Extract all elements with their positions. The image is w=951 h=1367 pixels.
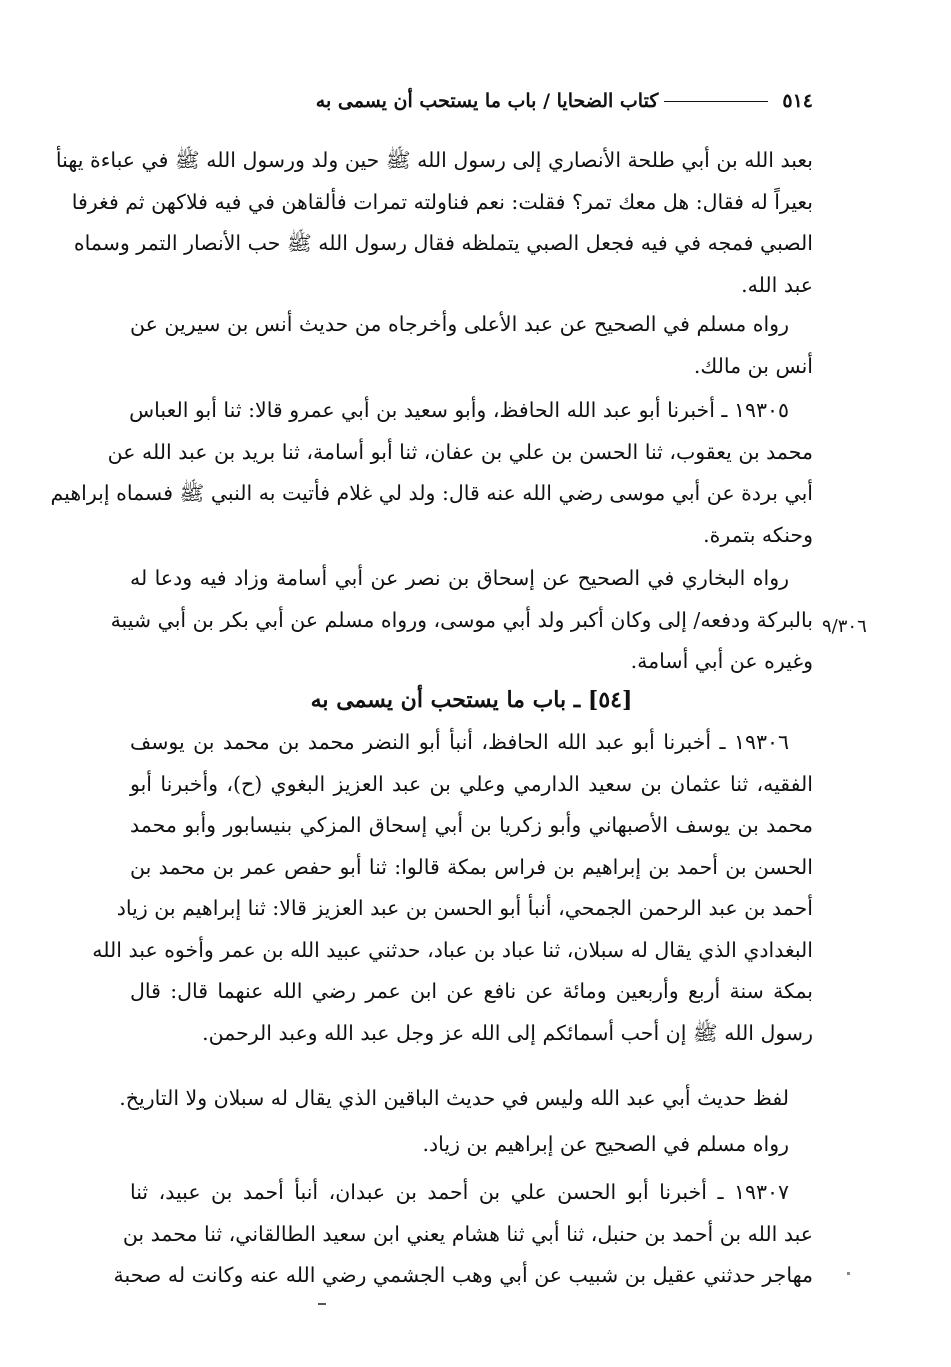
text-line: محمد بن يوسف الأصبهاني وأبو زكريا بن أبي إسحاق المزكي بنيسابور وأبو محمد: [130, 813, 813, 837]
margin-volume-page-note: ٩/٣٠٦: [822, 616, 867, 637]
text-line: وحنكه بتمرة.: [703, 522, 813, 547]
text-line: أبي بردة عن أبي موسى رضي الله عنه قال: ولد لي غلام فأتيت به النبي ﷺ فسماه إبراهيم: [50, 481, 813, 505]
paragraph-4: [110, 558, 813, 683]
hadith-19307: [113, 1172, 813, 1297]
paragraph-1: [55, 140, 813, 306]
text-line: عبد الله.: [741, 272, 813, 297]
text-line: بمكة سنة أربع وأربعين ومائة عن نافع عن ابن عمر رضي الله عنهما قال: قال: [130, 979, 813, 1003]
text-line: الفقيه، ثنا عثمان بن سعيد الدارمي وعلي بن عبد العزيز البغوي (ح)، وأخبرنا أبو: [130, 771, 813, 796]
running-header: [145, 86, 813, 116]
text-line: عبد الله بن أحمد بن حنبل، ثنا أبي ثنا هشام يعني ابن سعيد الطالقاني، ثنا محمد بن: [122, 1221, 813, 1246]
text-line: أنس بن مالك.: [693, 353, 813, 378]
paragraph-2: [130, 304, 813, 387]
text-line: أحمد بن عبد الرحمن الجمحي، أنبأ أبو الحسن بن عبد العزيز قالا: ثنا إبراهيم بن زياد: [116, 896, 813, 920]
text-line: الصبي فمجه في فيه فجعل الصبي يتملظه فقال رسول الله ﷺ حب الأنصار التمر وسماه: [73, 231, 813, 255]
text-line: رسول الله ﷺ إن أحب أسمائكم إلى الله عز وجل عبد الله وعبد الرحمن.: [202, 1020, 813, 1045]
section-heading: [٥٤] ـ باب ما يستحب أن يسمى به: [310, 687, 633, 713]
text-line: الحسن بن أحمد بن إبراهيم بن فراس بمكة قالوا: ثنا أبو حفص عمر بن محمد بن: [130, 854, 813, 879]
text-line: مهاجر حدثني عقيل بن شبيب عن أبي وهب الجشمي رضي الله عنه وكانت له صحبة: [113, 1263, 813, 1287]
hadith-19306: [92, 722, 813, 1054]
running-title: كتاب الضحايا / باب ما يستحب أن يسمى به: [315, 90, 659, 112]
text-line: وغيره عن أبي أسامة.: [630, 649, 813, 673]
text-line: رواه البخاري في الصحيح عن إسحاق بن نصر عن أبي أسامة وزاد فيه ودعا له: [130, 566, 789, 590]
header-rule: [664, 101, 768, 102]
scan-mark: [318, 1303, 326, 1305]
text-line: رواه مسلم في الصحيح عن عبد الأعلى وأخرجاه من حديث أنس بن سيرين عن: [130, 312, 789, 336]
text-line: البغدادي الذي يقال له سبلان، ثنا عباد بن عباد، حدثني عبيد الله بن عمر وأخوه عبد الله: [92, 937, 813, 962]
text-line: رواه مسلم في الصحيح عن إبراهيم بن زياد.: [422, 1132, 789, 1156]
scan-mark: [847, 1272, 850, 1275]
text-line: ١٩٣٠٧ ـ أخبرنا أبو الحسن علي بن أحمد بن عبدان، أنبأ أحمد بن عبيد، ثنا: [130, 1180, 789, 1204]
paragraph-6: [119, 1078, 813, 1120]
text-line: بعيراً له فقال: هل معك تمر؟ فقلت: نعم فناولته تمرات فألقاهن في فيه فلاكهن ثم فغرفا: [71, 189, 813, 214]
hadith-19305: [50, 390, 813, 556]
text-line: ١٩٣٠٥ ـ أخبرنا أبو عبد الله الحافظ، وأبو سعيد بن أبي عمرو قالا: ثنا أبو العباس: [129, 398, 789, 422]
text-line: بعبد الله بن أبي طلحة الأنصاري إلى رسول الله ﷺ حين ولد ورسول الله ﷺ في عباءة يهنأ: [55, 148, 813, 172]
text-line: محمد بن يعقوب، ثنا الحسن بن علي بن عفان، ثنا أبو أسامة، ثنا بريد بن عبد الله عن: [107, 439, 813, 464]
text-line: بالبركة ودفعه/ إلى وكان أكبر ولد أبي موسى، ورواه مسلم عن أبي بكر بن أبي شيبة: [110, 607, 813, 632]
page-number: ٥١٤: [782, 90, 813, 112]
text-line: لفظ حديث أبي عبد الله وليس في حديث الباقين الذي يقال له سبلان ولا التاريخ.: [119, 1086, 789, 1110]
text-line: ١٩٣٠٦ ـ أخبرنا أبو عبد الله الحافظ، أنبأ أبو النضر محمد بن محمد بن يوسف: [130, 730, 789, 754]
paragraph-7: [130, 1124, 813, 1166]
